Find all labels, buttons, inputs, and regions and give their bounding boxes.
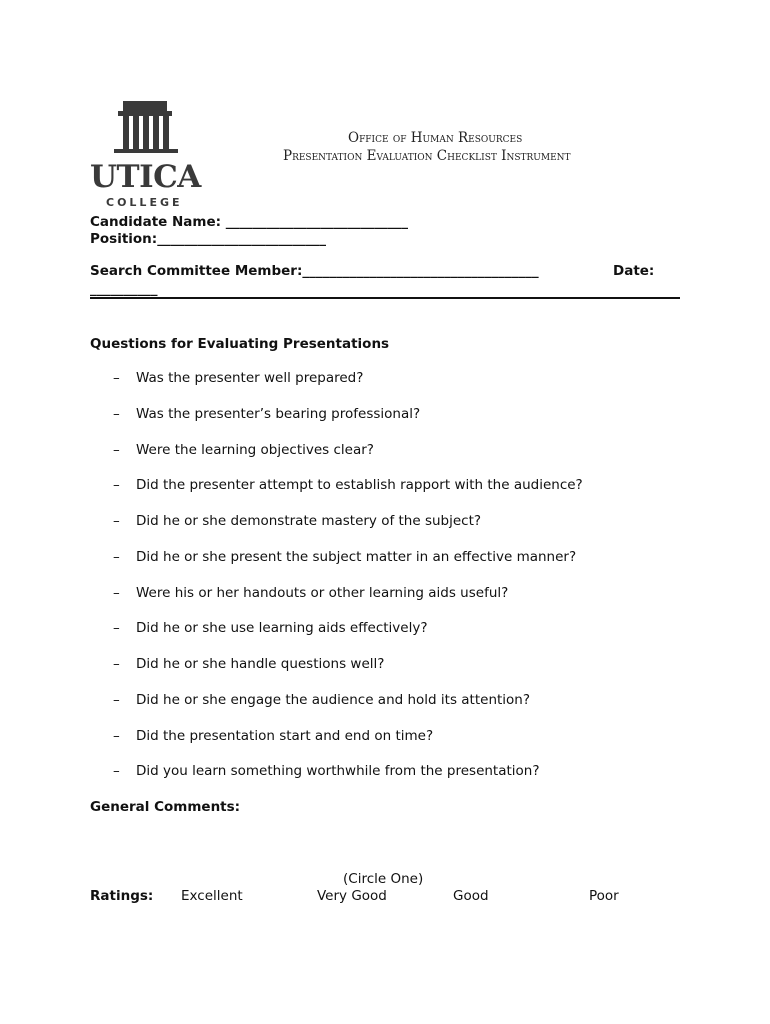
question-text: Did he or she demonstrate mastery of the subject? bbox=[136, 513, 482, 529]
logo-wordmark: UTICA bbox=[90, 159, 201, 195]
rating-very-good[interactable]: Very Good bbox=[317, 888, 387, 904]
question-text: Did you learn something worthwhile from the presentation? bbox=[136, 763, 540, 780]
questions-heading: Questions for Evaluating Presentations bbox=[90, 336, 390, 352]
rating-poor[interactable]: Poor bbox=[589, 888, 619, 904]
general-comments-label: General Comments: bbox=[90, 799, 241, 815]
dash-bullet: – bbox=[113, 405, 120, 422]
committee-member-field[interactable]: Search Committee Member:___________________________________ bbox=[90, 263, 539, 279]
utica-college-logo bbox=[90, 101, 202, 211]
divider-line bbox=[90, 297, 680, 299]
circle-one-instruction: (Circle One) bbox=[343, 871, 424, 887]
question-text: Did he or she use learning aids effectively? bbox=[136, 620, 428, 637]
question-item bbox=[113, 585, 583, 621]
rating-excellent[interactable]: Excellent bbox=[181, 888, 243, 904]
question-text: Did the presenter attempt to establish rapport with the audience? bbox=[136, 477, 583, 494]
question-item bbox=[113, 620, 583, 656]
question-item bbox=[113, 477, 583, 513]
office-title: Office of Human Resources bbox=[348, 130, 523, 146]
question-text: Were the learning objectives clear? bbox=[136, 441, 374, 458]
question-item bbox=[113, 442, 583, 478]
dash-bullet: – bbox=[113, 691, 120, 708]
dash-bullet: – bbox=[113, 441, 120, 458]
question-text: Did he or she present the subject matter in an effective manner? bbox=[136, 548, 577, 565]
form-title: Presentation Evaluation Checklist Instrument bbox=[283, 148, 571, 164]
rating-good[interactable]: Good bbox=[453, 888, 489, 904]
dash-bullet: – bbox=[113, 370, 120, 386]
date-field[interactable]: __________ bbox=[90, 281, 158, 297]
dash-bullet: – bbox=[113, 477, 120, 494]
dash-bullet: – bbox=[113, 620, 120, 637]
date-label: Date: bbox=[613, 263, 655, 279]
question-item bbox=[113, 692, 583, 728]
question-text: Did he or she handle questions well? bbox=[136, 656, 385, 672]
questions-list bbox=[113, 370, 583, 799]
dash-bullet: – bbox=[113, 548, 120, 565]
columns-building-icon bbox=[90, 101, 202, 161]
logo-subtitle: COLLEGE bbox=[106, 196, 183, 209]
question-text: Was the presenter well prepared? bbox=[136, 370, 364, 386]
question-item bbox=[113, 406, 583, 442]
question-text: Did he or she engage the audience and hold its attention? bbox=[136, 691, 531, 708]
question-text: Were his or her handouts or other learning aids useful? bbox=[136, 584, 509, 601]
candidate-name-field[interactable]: Candidate Name: ___________________________ bbox=[90, 214, 408, 230]
position-field[interactable]: Position:_________________________ bbox=[90, 231, 326, 247]
dash-bullet: – bbox=[113, 656, 120, 672]
question-text: Was the presenter’s bearing professional? bbox=[136, 405, 421, 422]
question-item bbox=[113, 549, 583, 585]
dash-bullet: – bbox=[113, 513, 120, 529]
dash-bullet: – bbox=[113, 584, 120, 601]
question-item bbox=[113, 728, 583, 764]
ratings-label: Ratings: bbox=[90, 888, 154, 904]
dash-bullet: – bbox=[113, 763, 120, 780]
question-item bbox=[113, 513, 583, 549]
question-item bbox=[113, 656, 583, 692]
question-item bbox=[113, 370, 583, 406]
dash-bullet: – bbox=[113, 727, 120, 744]
question-item bbox=[113, 763, 583, 799]
question-text: Did the presentation start and end on time? bbox=[136, 727, 434, 744]
